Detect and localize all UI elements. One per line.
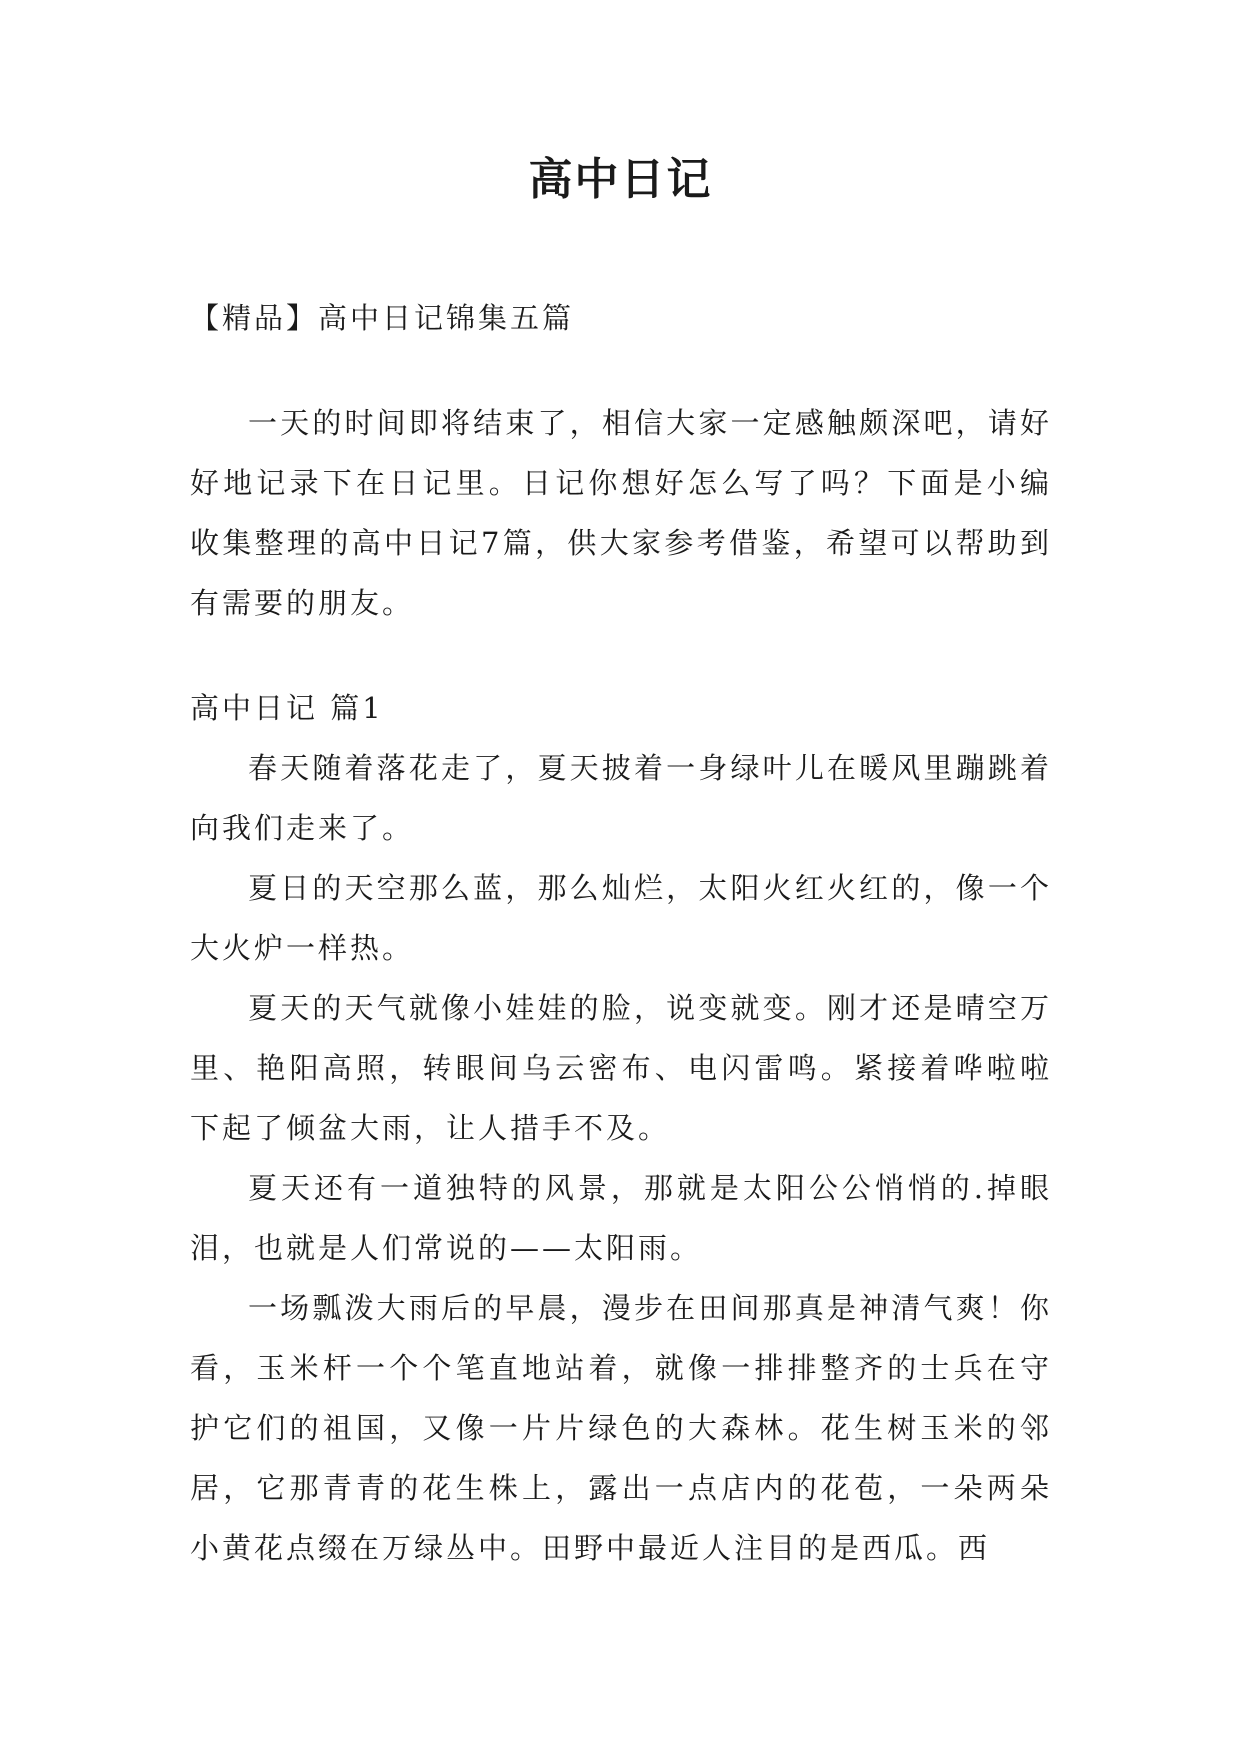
intro-paragraph: 一天的时间即将结束了，相信大家一定感触颇深吧，请好好地记录下在日记里。日记你想好怎么写了吗？下面是小编收集整理的高中日记7篇，供大家参考借鉴，希望可以帮助到有需要的朋友。: [190, 406, 1052, 620]
document-body: [190, 288, 1052, 1578]
document-subtitle: 【精品】高中日记锦集五篇: [190, 301, 575, 335]
body-paragraph: 春天随着落花走了，夏天披着一身绿叶儿在暖风里蹦跳着向我们走来了。: [190, 751, 1052, 845]
body-paragraph: 夏天的天气就像小娃娃的脸，说变就变。刚才还是晴空万里、艳阳高照，转眼间乌云密布、电闪雷鸣。紧接着哗啦啦下起了倾盆大雨，让人措手不及。: [190, 991, 1052, 1145]
document-title: 高中日记: [528, 154, 713, 205]
section-heading: 高中日记 篇1: [190, 691, 384, 725]
body-paragraph: 夏天还有一道独特的风景，那就是太阳公公悄悄的.掉眼泪，也就是人们常说的——太阳雨。: [190, 1171, 1052, 1265]
body-paragraph: 夏日的天空那么蓝，那么灿烂，太阳火红火红的，像一个大火炉一样热。: [190, 871, 1052, 965]
body-paragraph: 一场瓢泼大雨后的早晨，漫步在田间那真是神清气爽！你看，玉米杆一个个笔直地站着，就像一排排整齐的士兵在守护它们的祖国，又像一片片绿色的大森林。花生树玉米的邻居，它那青青的花生株上，露出一点店内的花苞，一朵两朵小黄花点缀在万绿丛中。田野中最近人注目的是西瓜。西: [190, 1291, 1052, 1565]
